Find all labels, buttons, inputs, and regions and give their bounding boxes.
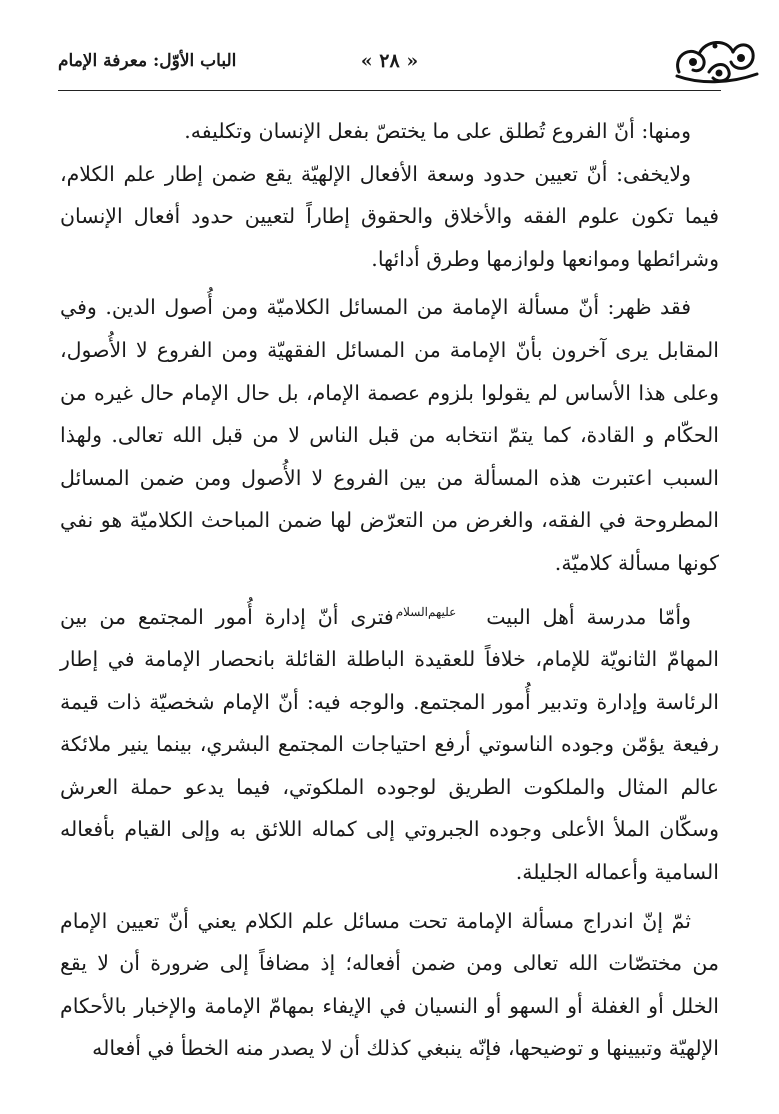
header-divider <box>58 90 721 91</box>
page-header <box>58 30 721 90</box>
paragraph <box>60 153 719 281</box>
paragraph-text: فترى أنّ إدارة أُمور المجتمع من بين المهامّ الثانويّة للإمام، خلافاً للعقيدة الباطلة القائلة بانحصار الإمامة في إطار الرئاسة وإدارة وتدبير أُمور المجتمع. والوجه فيه: أنّ الإمام شخصيّة ذات قيمة رفيعة يؤمّن وجوده الناسوتي أرفع احتياجات المجتمع البشري، بينما ينير ملائكة عالم المثال والملكوت الطريق لوجوده الملكوتي، فيما يدعو حملة العرش وسكّان الملأ الأعلى وجوده الجبروتي إلى كماله اللائق به وإلى القيام بأفعاله السامية وأعماله الجليلة. <box>60 604 719 884</box>
paragraph <box>60 110 719 153</box>
paragraph-text: ثمّ إنّ اندراج مسألة الإمامة تحت مسائل علم الكلام يعني أنّ تعيين الإمام من مختصّات الله تعالى ومن ضمن أفعاله؛ إذ مضافاً إلى ضرورة أن لا يقع الخلل أو الغفلة أو السهو أو النسيان في الإيفاء بمهامّ الإمامة والإخبار بالأحكام الإلهيّة وتبيينها و توضيحها، فإنّه ينبغي كذلك أن لا يصدر منه الخطأ في أفعاله <box>60 908 719 1061</box>
paragraph-text: ولايخفى: أنّ تعيين حدود وسعة الأفعال الإلهيّة يقع ضمن إطار علم الكلام، فيما تكون علوم الفقه والأخلاق والحقوق إطاراً لتعيين حدود أفعال الإنسان وشرائطها وموانعها ولوازمها وطرق أدائها. <box>60 161 719 271</box>
page-body <box>60 110 719 1076</box>
paragraph <box>60 591 719 894</box>
page-number: « ٢٨ » <box>360 50 419 72</box>
paragraph-text: ومنها: أنّ الفروع تُطلق على ما يختصّ بفعل الإنسان وتكليفه. <box>184 119 691 143</box>
paragraph-text: فقد ظهر: أنّ مسألة الإمامة من المسائل الكلاميّة ومن أُصول الدين. وفي المقابل يرى آخرون بأنّ الإمامة من المسائل الفقهيّة ومن الفروع لا الأُصول، وعلى هذا الأساس لم يقولوا بلزوم عصمة الإمام، بل حال الإمام حال غيره من الحكّام و القادة، كما يتمّ انتخابه من قبل الناس لا من قبل الله تعالى. ولهذا السبب اعتبرت هذه المسألة من بين الفروع لا الأُصول ومن ضمن المسائل المطروحة في الفقه، والغرض من التعرّض لها ضمن المباحث الكلاميّة هو نفي كونها مسألة كلاميّة. <box>60 295 719 575</box>
chapter-title: الباب الأوّل: معرفة الإمام <box>58 51 237 71</box>
paragraph-text: وأمّا مدرسة أهل البيت <box>486 604 692 629</box>
arabesque-ornament-icon <box>669 32 761 88</box>
salutation-mark: عليهم‌السلام <box>395 604 457 619</box>
paragraph <box>60 900 719 1070</box>
paragraph <box>60 286 719 584</box>
